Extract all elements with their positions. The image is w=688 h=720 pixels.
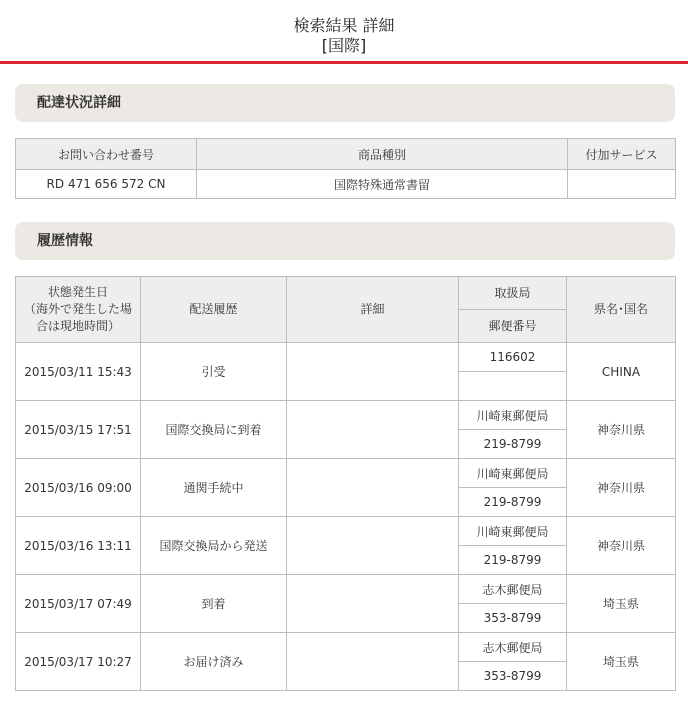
history-table — [15, 276, 676, 691]
table-header-row — [16, 277, 676, 310]
history-detail — [287, 401, 459, 459]
column-header-region: 県名･国名 — [567, 277, 676, 343]
history-postal-code: 219-8799 — [459, 546, 567, 575]
history-office: 川崎東郵便局 — [459, 459, 567, 488]
table-header-row — [16, 139, 676, 170]
history-section-title: 履歴情報 — [15, 222, 675, 260]
history-datetime: 2015/03/16 09:00 — [16, 459, 141, 517]
table-row — [16, 633, 676, 662]
column-header-status: 配送履歴 — [141, 277, 287, 343]
tracking-number: RD 471 656 572 CN — [16, 170, 197, 199]
table-row — [16, 459, 676, 488]
column-header-tracking-number: お問い合わせ番号 — [16, 139, 197, 170]
page-header — [0, 0, 688, 64]
history-region: 埼玉県 — [567, 575, 676, 633]
table-row — [16, 170, 676, 199]
history-status: 引受 — [141, 343, 287, 401]
history-status: 通関手続中 — [141, 459, 287, 517]
history-region: CHINA — [567, 343, 676, 401]
history-region: 神奈川県 — [567, 401, 676, 459]
history-datetime: 2015/03/17 07:49 — [16, 575, 141, 633]
history-status: 国際交換局に到着 — [141, 401, 287, 459]
history-office: 志木郵便局 — [459, 575, 567, 604]
history-detail — [287, 575, 459, 633]
history-status: 到着 — [141, 575, 287, 633]
history-postal-code: 353-8799 — [459, 662, 567, 691]
history-detail — [287, 459, 459, 517]
product-type: 国際特殊通常書留 — [197, 170, 568, 199]
column-header-office: 取扱局 — [459, 277, 567, 310]
history-postal-code: 219-8799 — [459, 430, 567, 459]
page-title: 検索結果 詳細 — [293, 16, 395, 35]
table-row — [16, 517, 676, 546]
column-header-date: 状態発生日 （海外で発生した場 合は現地時間） — [16, 277, 141, 343]
history-postal-code: 219-8799 — [459, 488, 567, 517]
history-detail — [287, 343, 459, 401]
history-datetime: 2015/03/17 10:27 — [16, 633, 141, 691]
delivery-status-table — [15, 138, 676, 199]
history-region: 神奈川県 — [567, 459, 676, 517]
history-office: 川崎東郵便局 — [459, 517, 567, 546]
column-header-postal-code: 郵便番号 — [459, 310, 567, 343]
history-region: 神奈川県 — [567, 517, 676, 575]
history-postal-code — [459, 372, 567, 401]
column-header-product-type: 商品種別 — [197, 139, 568, 170]
history-postal-code: 353-8799 — [459, 604, 567, 633]
delivery-status-section-title: 配達状況詳細 — [15, 84, 675, 122]
table-row — [16, 343, 676, 372]
history-detail — [287, 633, 459, 691]
history-status: 国際交換局から発送 — [141, 517, 287, 575]
table-row — [16, 575, 676, 604]
history-datetime: 2015/03/11 15:43 — [16, 343, 141, 401]
history-status: お届け済み — [141, 633, 287, 691]
history-office: 川崎東郵便局 — [459, 401, 567, 430]
column-header-additional-service: 付加サービス — [568, 139, 676, 170]
history-datetime: 2015/03/16 13:11 — [16, 517, 141, 575]
additional-service — [568, 170, 676, 199]
history-office: 志木郵便局 — [459, 633, 567, 662]
column-header-detail: 詳細 — [287, 277, 459, 343]
history-rows — [16, 343, 676, 691]
history-region: 埼玉県 — [567, 633, 676, 691]
history-datetime: 2015/03/15 17:51 — [16, 401, 141, 459]
history-office: 116602 — [459, 343, 567, 372]
table-row — [16, 401, 676, 430]
history-detail — [287, 517, 459, 575]
page-subtitle: [国際] — [321, 36, 367, 55]
